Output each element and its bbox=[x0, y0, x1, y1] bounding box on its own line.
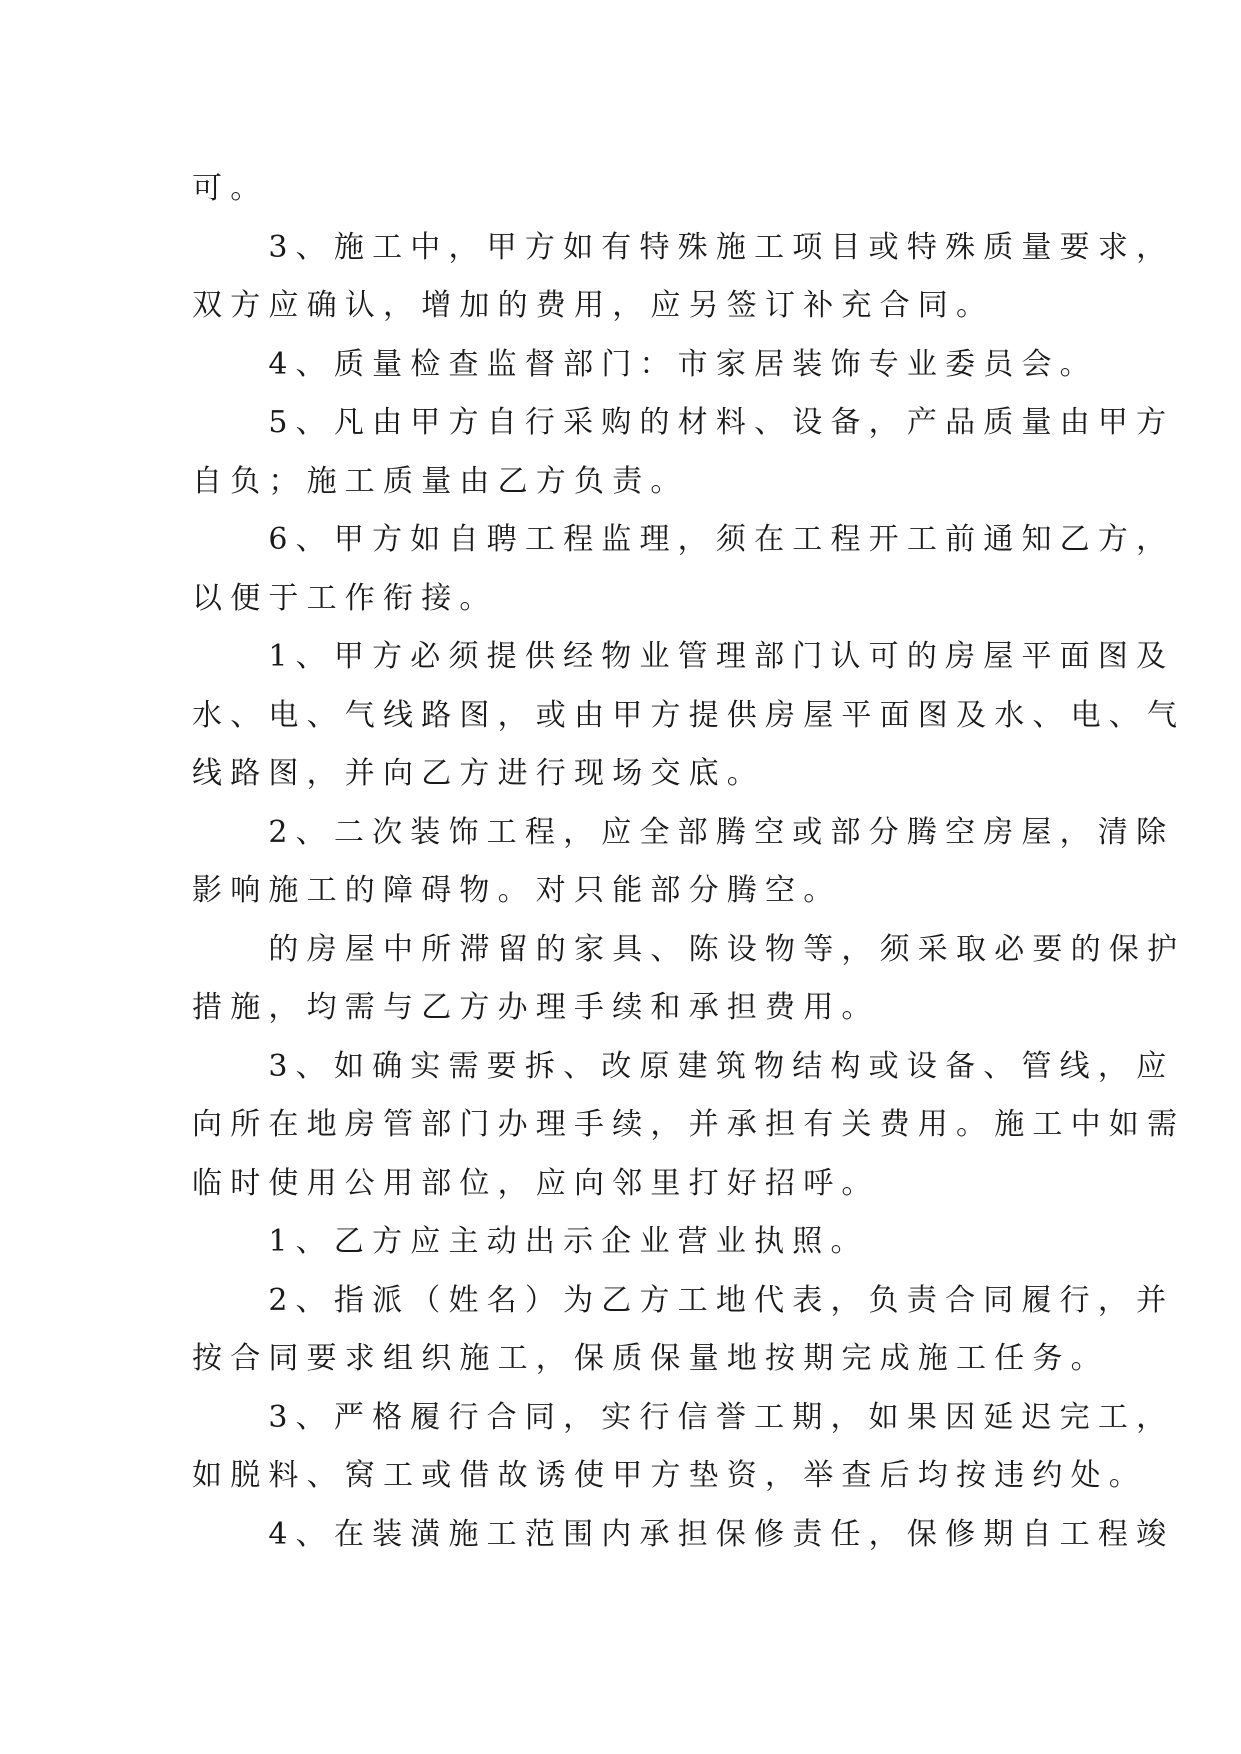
text-line: 2、二次装饰工程，应全部腾空或部分腾空房屋，清除 bbox=[192, 814, 1175, 850]
text-line: 临时使用公用部位，应向邻里打好招呼。 bbox=[192, 1165, 880, 1201]
text-line: 4、在装潢施工范围内承担保修责任，保修期自工程竣 bbox=[192, 1516, 1175, 1552]
text-line: 双方应确认，增加的费用，应另签订补充合同。 bbox=[192, 288, 995, 323]
text-line: 3、如确实需要拆、改原建筑物结构或设备、管线，应 bbox=[192, 1048, 1175, 1084]
text-line: 水、电、气线路图，或由甲方提供房屋平面图及水、电、气 bbox=[192, 697, 1186, 733]
text-line: 线路图，并向乙方进行现场交底。 bbox=[192, 756, 765, 791]
text-line: 2、指派（姓名）为乙方工地代表，负责合同履行，并 bbox=[192, 1282, 1175, 1318]
text-line: 按合同要求组织施工，保质保量地按期完成施工任务。 bbox=[192, 1341, 1109, 1376]
text-line: 5、凡由甲方自行采购的材料、设备，产品质量由甲方 bbox=[192, 405, 1175, 440]
text-line: 1、甲方必须提供经物业管理部门认可的房屋平面图及 bbox=[192, 639, 1175, 674]
text-line: 3、严格履行合同，实行信誉工期，如果因延迟完工， bbox=[192, 1399, 1175, 1435]
text-line: 6、甲方如自聘工程监理，须在工程开工前通知乙方， bbox=[192, 522, 1175, 557]
document-body bbox=[192, 160, 1186, 1564]
text-line: 影响施工的障碍物。对只能部分腾空。 bbox=[192, 873, 842, 908]
text-line: 可。 bbox=[192, 171, 269, 206]
text-line: 以便于工作衔接。 bbox=[192, 580, 498, 616]
text-line: 1、乙方应主动出示企业营业执照。 bbox=[192, 1224, 869, 1259]
text-line: 自负；施工质量由乙方负责。 bbox=[192, 463, 689, 499]
text-line: 3、施工中，甲方如有特殊施工项目或特殊质量要求， bbox=[192, 229, 1175, 265]
text-line: 向所在地房管部门办理手续，并承担有关费用。施工中如需 bbox=[192, 1107, 1186, 1142]
text-line: 如脱料、窝工或借故诱使甲方垫资，举查后均按违约处。 bbox=[192, 1458, 1147, 1493]
text-line: 的房屋中所滞留的家具、陈设物等，须采取必要的保护 bbox=[192, 931, 1186, 967]
text-line: 4、质量检查监督部门：市家居装饰专业委员会。 bbox=[192, 346, 1098, 382]
text-line: 措施，均需与乙方办理手续和承担费用。 bbox=[192, 990, 880, 1025]
